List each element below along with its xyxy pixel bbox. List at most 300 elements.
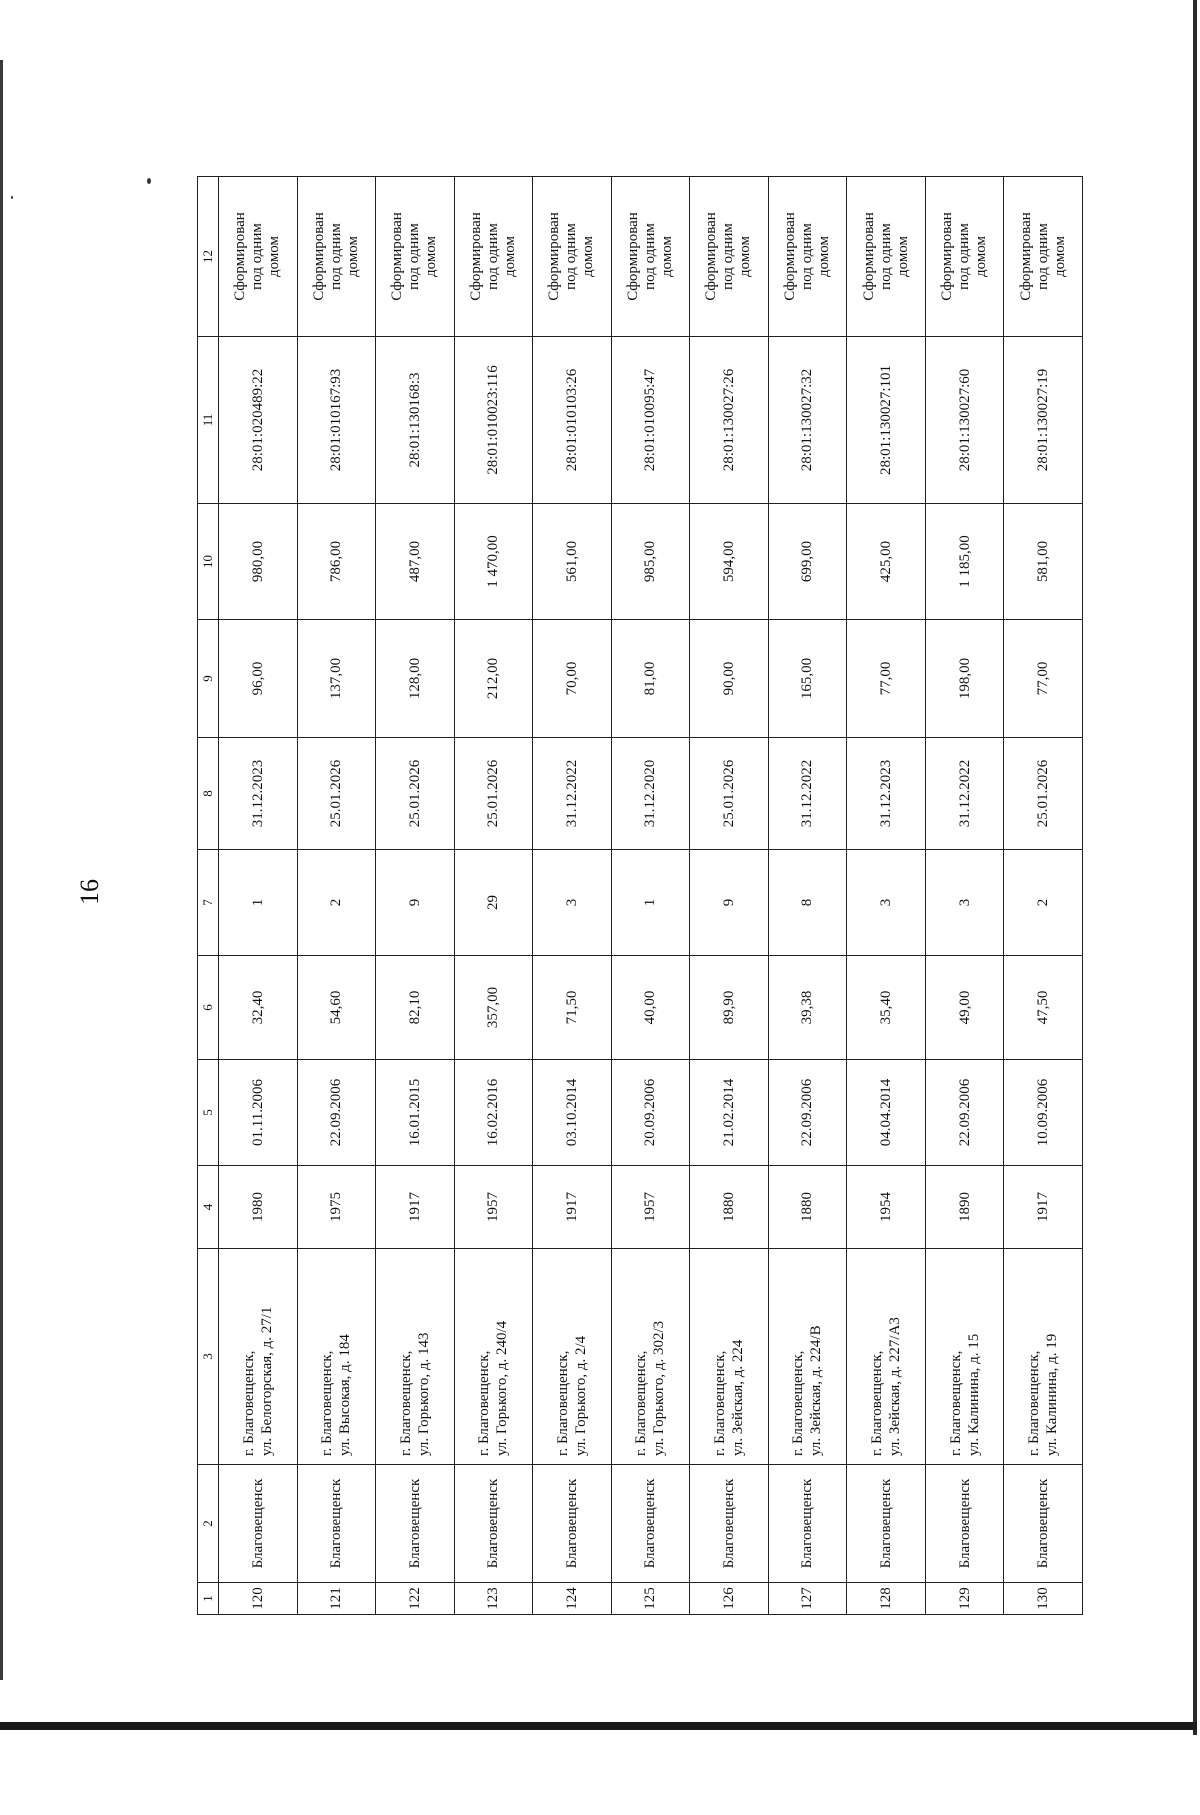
cell-area-2-text: 128,00: [406, 657, 423, 700]
cell-status-text: домом: [658, 235, 675, 278]
cell-cadastral-number: [925, 337, 1004, 504]
cell-date-text: 22.09.2006: [956, 1078, 973, 1147]
cell-area: [1004, 956, 1083, 1060]
cell-city-text: Благовещенск: [720, 1478, 737, 1569]
scan-edge-right: [1193, 0, 1197, 1735]
cell-cadastral-number: [297, 337, 376, 504]
cell-status: [219, 177, 298, 337]
cell-address-text: ул. Зейская, д. 224: [729, 1339, 746, 1456]
cell-city-text: Благовещенск: [799, 1478, 816, 1569]
cell-year: [376, 1166, 455, 1249]
cell-deadline: [690, 738, 769, 850]
cell-cadastral-number-text: 28:01:130027:19: [1035, 368, 1052, 472]
cell-date-text: 22.09.2006: [328, 1078, 345, 1147]
cell-city: [611, 1465, 690, 1583]
cell-area-3: [925, 504, 1004, 620]
cell-area: [847, 956, 926, 1060]
cell-deadline: [1004, 738, 1083, 850]
cell-status: [533, 177, 612, 337]
cell-area-3-text: 699,00: [799, 540, 816, 583]
cell-number: [1004, 1583, 1083, 1615]
cell-area: [297, 956, 376, 1060]
cell-address-text: г. Благовещенск,: [711, 1350, 728, 1456]
table-row: [1004, 177, 1083, 1615]
cell-year-text: 1954: [878, 1192, 895, 1222]
cell-area: [376, 956, 455, 1060]
cell-address-text: г. Благовещенск,: [869, 1350, 886, 1456]
cell-status-text: под одним: [877, 223, 894, 290]
cell-area-3: [768, 504, 847, 620]
cell-area: [533, 956, 612, 1060]
cell-status: [690, 177, 769, 337]
cell-count: [1004, 850, 1083, 956]
cell-address: [768, 1249, 847, 1465]
cell-area-3: [376, 504, 455, 620]
cell-date-text: 03.10.2014: [563, 1078, 580, 1147]
cell-area: [611, 956, 690, 1060]
cell-area-3-text: 594,00: [720, 540, 737, 583]
cell-area-text: 357,00: [485, 986, 502, 1029]
table-row: [376, 177, 455, 1615]
cell-date: [297, 1060, 376, 1166]
cell-status: [925, 177, 1004, 337]
cell-area-2: [533, 620, 612, 738]
cell-year: [925, 1166, 1004, 1249]
cell-area: [925, 956, 1004, 1060]
table-row: [454, 177, 533, 1615]
cell-status-text: домом: [580, 235, 597, 278]
cell-date: [219, 1060, 298, 1166]
cell-status-text: под одним: [406, 223, 423, 290]
cell-status-text: домом: [501, 235, 518, 278]
cell-address-text: г. Благовещенск,: [1026, 1350, 1043, 1456]
column-header: 9: [198, 620, 219, 738]
cell-status: [847, 177, 926, 337]
column-header: 3: [198, 1249, 219, 1465]
cell-area-text: 32,40: [249, 990, 266, 1025]
cell-area-2-text: 70,00: [563, 661, 580, 696]
column-header: 8: [198, 738, 219, 850]
cell-status-text: под одним: [327, 223, 344, 290]
table-row: [847, 177, 926, 1615]
cell-date: [533, 1060, 612, 1166]
cell-year-text: 1890: [956, 1192, 973, 1222]
cell-status-text: домом: [423, 235, 440, 278]
cell-status-text: Сформирован: [860, 212, 877, 301]
cell-address-text: ул. Калинина, д. 19: [1044, 1333, 1061, 1456]
cell-address-text: ул. Горького, д. 2/4: [572, 1335, 589, 1456]
cell-area-2-text: 81,00: [642, 661, 659, 696]
cell-area-2-text: 90,00: [720, 661, 737, 696]
cell-year: [611, 1166, 690, 1249]
column-header: 12: [198, 177, 219, 337]
column-header: 5: [198, 1060, 219, 1166]
cell-count-text: 9: [720, 898, 737, 907]
cell-number: [376, 1583, 455, 1615]
cell-cadastral-number-text: 28:01:130027:32: [799, 368, 816, 472]
cell-city-text: Благовещенск: [1035, 1478, 1052, 1569]
registry-table-rotated: [197, 177, 1083, 1615]
cell-date: [454, 1060, 533, 1166]
cell-status-text: домом: [815, 235, 832, 278]
cell-number: [768, 1583, 847, 1615]
cell-cadastral-number-text: 28:01:130027:101: [878, 365, 895, 476]
cell-date: [768, 1060, 847, 1166]
cell-count-text: 8: [799, 898, 816, 907]
cell-area-text: 71,50: [563, 990, 580, 1025]
scan-speck: [147, 178, 151, 184]
cell-area-2: [611, 620, 690, 738]
cell-cadastral-number-text: 28:01:130027:60: [956, 368, 973, 472]
cell-number: [454, 1583, 533, 1615]
cell-number-text: 123: [485, 1587, 502, 1610]
cell-area-3: [533, 504, 612, 620]
cell-status-text: домом: [344, 235, 361, 278]
cell-date-text: 16.01.2015: [406, 1078, 423, 1147]
cell-area-2-text: 165,00: [799, 657, 816, 700]
cell-count-text: 3: [878, 898, 895, 907]
cell-number: [847, 1583, 926, 1615]
cell-count: [533, 850, 612, 956]
cell-cadastral-number-text: 28:01:020489:22: [249, 368, 266, 472]
cell-deadline: [925, 738, 1004, 850]
cell-area: [768, 956, 847, 1060]
cell-city: [1004, 1465, 1083, 1583]
cell-year-text: 1880: [720, 1192, 737, 1222]
cell-year: [297, 1166, 376, 1249]
cell-status-text: домом: [973, 235, 990, 278]
cell-year: [1004, 1166, 1083, 1249]
cell-city-text: Благовещенск: [878, 1478, 895, 1569]
cell-area-3-text: 980,00: [249, 540, 266, 583]
cell-area-3-text: 425,00: [878, 540, 895, 583]
cell-status-text: домом: [894, 235, 911, 278]
cell-year: [219, 1166, 298, 1249]
cell-address-text: ул. Горького, д. 240/4: [494, 1320, 511, 1456]
registry-table: [197, 176, 1083, 1615]
cell-count-text: 29: [485, 895, 502, 910]
cell-area-3: [1004, 504, 1083, 620]
cell-status-text: Сформирован: [781, 212, 798, 301]
cell-area-2-text: 212,00: [485, 657, 502, 700]
cell-date: [690, 1060, 769, 1166]
cell-area: [690, 956, 769, 1060]
cell-count-text: 2: [328, 898, 345, 907]
cell-city-text: Благовещенск: [563, 1478, 580, 1569]
column-header: 6: [198, 956, 219, 1060]
cell-deadline-text: 25.01.2026: [720, 759, 737, 828]
cell-status: [1004, 177, 1083, 337]
cell-area-3: [611, 504, 690, 620]
cell-status: [611, 177, 690, 337]
cell-number-text: 130: [1035, 1587, 1052, 1610]
cell-deadline-text: 31.12.2022: [956, 759, 973, 828]
cell-year-text: 1917: [1035, 1192, 1052, 1222]
cell-area-3-text: 985,00: [642, 540, 659, 583]
cell-year: [847, 1166, 926, 1249]
cell-area-2: [297, 620, 376, 738]
cell-status: [454, 177, 533, 337]
cell-status-text: Сформирован: [389, 212, 406, 301]
cell-address: [297, 1249, 376, 1465]
cell-area: [454, 956, 533, 1060]
cell-number-text: 128: [878, 1587, 895, 1610]
cell-city: [297, 1465, 376, 1583]
cell-area-2: [925, 620, 1004, 738]
cell-date: [376, 1060, 455, 1166]
cell-cadastral-number: [533, 337, 612, 504]
cell-deadline-text: 25.01.2026: [328, 759, 345, 828]
cell-deadline: [533, 738, 612, 850]
cell-city: [376, 1465, 455, 1583]
cell-address-text: г. Благовещенск,: [319, 1350, 336, 1456]
cell-cadastral-number-text: 28:01:010095:47: [642, 368, 659, 472]
cell-status-text: под одним: [484, 223, 501, 290]
column-header: 2: [198, 1465, 219, 1583]
cell-cadastral-number: [454, 337, 533, 504]
cell-city-text: Благовещенск: [406, 1478, 423, 1569]
cell-date-text: 16.02.2016: [485, 1078, 502, 1147]
cell-deadline-text: 31.12.2023: [249, 759, 266, 828]
cell-city-text: Благовещенск: [485, 1478, 502, 1569]
cell-deadline: [219, 738, 298, 850]
table-body: [219, 177, 1083, 1615]
cell-year: [690, 1166, 769, 1249]
cell-address-text: ул. Горького, д. 143: [415, 1332, 432, 1456]
cell-area: [219, 956, 298, 1060]
cell-count: [768, 850, 847, 956]
cell-area-3-text: 786,00: [328, 540, 345, 583]
cell-status-text: под одним: [720, 223, 737, 290]
cell-deadline-text: 31.12.2020: [642, 759, 659, 828]
cell-area-2: [454, 620, 533, 738]
cell-count: [847, 850, 926, 956]
cell-address: [925, 1249, 1004, 1465]
cell-status-text: под одним: [798, 223, 815, 290]
table-row: [219, 177, 298, 1615]
cell-area-3: [690, 504, 769, 620]
cell-area-2-text: 137,00: [328, 657, 345, 700]
cell-address-text: г. Благовещенск,: [947, 1350, 964, 1456]
cell-deadline-text: 31.12.2022: [563, 759, 580, 828]
cell-area-2: [690, 620, 769, 738]
table-row: [690, 177, 769, 1615]
cell-city: [690, 1465, 769, 1583]
cell-area-2-text: 198,00: [956, 657, 973, 700]
cell-status-text: домом: [737, 235, 754, 278]
cell-number-text: 129: [956, 1587, 973, 1610]
cell-area-text: 39,38: [799, 990, 816, 1025]
cell-number: [925, 1583, 1004, 1615]
table-row: [611, 177, 690, 1615]
cell-count: [690, 850, 769, 956]
cell-status-text: Сформирован: [939, 212, 956, 301]
scan-edge-bottom: [0, 1722, 1197, 1730]
cell-deadline-text: 25.01.2026: [1035, 759, 1052, 828]
cell-date-text: 21.02.2014: [720, 1078, 737, 1147]
cell-deadline-text: 31.12.2022: [799, 759, 816, 828]
cell-address-text: г. Благовещенск,: [633, 1350, 650, 1456]
cell-status-text: под одним: [641, 223, 658, 290]
cell-count-text: 9: [406, 898, 423, 907]
cell-status-text: Сформирован: [232, 212, 249, 301]
cell-number-text: 124: [563, 1587, 580, 1610]
cell-date: [1004, 1060, 1083, 1166]
cell-cadastral-number: [611, 337, 690, 504]
cell-address: [690, 1249, 769, 1465]
cell-address: [611, 1249, 690, 1465]
cell-count-text: 3: [956, 898, 973, 907]
table-row: [768, 177, 847, 1615]
cell-count-text: 3: [563, 898, 580, 907]
cell-address-text: г. Благовещенск,: [790, 1350, 807, 1456]
cell-address: [847, 1249, 926, 1465]
cell-date-text: 10.09.2006: [1035, 1078, 1052, 1147]
cell-count: [454, 850, 533, 956]
cell-address: [376, 1249, 455, 1465]
cell-address: [454, 1249, 533, 1465]
cell-status-text: под одним: [1034, 223, 1051, 290]
cell-city: [533, 1465, 612, 1583]
cell-count-text: 1: [642, 898, 659, 907]
cell-city-text: Благовещенск: [328, 1478, 345, 1569]
cell-cadastral-number: [1004, 337, 1083, 504]
cell-count: [611, 850, 690, 956]
cell-number: [219, 1583, 298, 1615]
cell-date: [925, 1060, 1004, 1166]
header-row: [198, 177, 219, 1615]
cell-cadastral-number-text: 28:01:130168:3: [406, 372, 423, 468]
cell-area-text: 40,00: [642, 990, 659, 1025]
cell-area-2: [847, 620, 926, 738]
cell-address-text: г. Благовещенск,: [397, 1350, 414, 1456]
cell-address: [219, 1249, 298, 1465]
cell-cadastral-number-text: 28:01:010167:93: [328, 368, 345, 472]
cell-cadastral-number-text: 28:01:130027:26: [720, 368, 737, 472]
cell-date-text: 22.09.2006: [799, 1078, 816, 1147]
cell-cadastral-number-text: 28:01:010023:116: [485, 365, 502, 475]
cell-address-text: ул. Зейская, д. 224/В: [808, 1325, 825, 1456]
cell-status-text: Сформирован: [1017, 212, 1034, 301]
cell-cadastral-number: [219, 337, 298, 504]
cell-number-text: 126: [720, 1587, 737, 1610]
cell-date: [611, 1060, 690, 1166]
cell-area-3-text: 1 470,00: [485, 535, 502, 588]
cell-year: [768, 1166, 847, 1249]
cell-status-text: Сформирован: [310, 212, 327, 301]
cell-area-2: [376, 620, 455, 738]
cell-area-text: 89,90: [720, 990, 737, 1025]
cell-deadline-text: 31.12.2023: [878, 759, 895, 828]
cell-number-text: 120: [249, 1587, 266, 1610]
cell-cadastral-number: [847, 337, 926, 504]
cell-status-text: Сформирован: [467, 212, 484, 301]
cell-city-text: Благовещенск: [956, 1478, 973, 1569]
cell-status-text: домом: [1051, 235, 1068, 278]
cell-area-text: 82,10: [406, 990, 423, 1025]
cell-number: [690, 1583, 769, 1615]
cell-count: [297, 850, 376, 956]
cell-area-text: 47,50: [1035, 990, 1052, 1025]
column-header: 10: [198, 504, 219, 620]
cell-year: [533, 1166, 612, 1249]
cell-year-text: 1880: [799, 1192, 816, 1222]
cell-deadline: [297, 738, 376, 850]
cell-cadastral-number: [376, 337, 455, 504]
cell-address-text: ул. Зейская, д. 227/А3: [887, 1317, 904, 1456]
cell-status-text: Сформирован: [703, 212, 720, 301]
cell-status: [297, 177, 376, 337]
cell-cadastral-number-text: 28:01:010103:26: [563, 368, 580, 472]
cell-date: [847, 1060, 926, 1166]
cell-status-text: под одним: [956, 223, 973, 290]
cell-cadastral-number: [690, 337, 769, 504]
cell-status-text: под одним: [563, 223, 580, 290]
cell-deadline-text: 25.01.2026: [485, 759, 502, 828]
cell-deadline: [376, 738, 455, 850]
cell-year-text: 1980: [249, 1192, 266, 1222]
cell-number: [533, 1583, 612, 1615]
cell-cadastral-number: [768, 337, 847, 504]
cell-count: [376, 850, 455, 956]
cell-area-3: [847, 504, 926, 620]
cell-area-2-text: 77,00: [878, 661, 895, 696]
cell-number: [297, 1583, 376, 1615]
cell-deadline: [611, 738, 690, 850]
cell-area-3-text: 581,00: [1035, 540, 1052, 583]
cell-city: [847, 1465, 926, 1583]
scan-speck: [11, 196, 13, 199]
cell-address-text: ул. Белогорская, д. 27/1: [258, 1306, 275, 1456]
cell-number: [611, 1583, 690, 1615]
cell-city-text: Благовещенск: [249, 1478, 266, 1569]
cell-address: [1004, 1249, 1083, 1465]
cell-address-text: г. Благовещенск,: [554, 1350, 571, 1456]
cell-address-text: ул. Высокая, д. 184: [337, 1334, 354, 1456]
cell-count-text: 1: [249, 898, 266, 907]
table-row: [297, 177, 376, 1615]
cell-address-text: г. Благовещенск,: [240, 1350, 257, 1456]
page-number: 16: [75, 879, 104, 905]
cell-area-2: [219, 620, 298, 738]
cell-address-text: г. Благовещенск,: [476, 1350, 493, 1456]
cell-deadline: [847, 738, 926, 850]
cell-area-3: [297, 504, 376, 620]
cell-date-text: 20.09.2006: [642, 1078, 659, 1147]
cell-date-text: 04.04.2014: [878, 1078, 895, 1147]
cell-address: [533, 1249, 612, 1465]
cell-city: [925, 1465, 1004, 1583]
cell-area-text: 35,40: [878, 990, 895, 1025]
cell-area-text: 49,00: [956, 990, 973, 1025]
cell-deadline: [454, 738, 533, 850]
column-header: 4: [198, 1166, 219, 1249]
cell-status-text: Сформирован: [624, 212, 641, 301]
cell-count-text: 2: [1035, 898, 1052, 907]
cell-area-3-text: 1 185,00: [956, 535, 973, 588]
cell-year-text: 1917: [406, 1192, 423, 1222]
cell-area-3-text: 561,00: [563, 540, 580, 583]
cell-area-2: [768, 620, 847, 738]
cell-deadline: [768, 738, 847, 850]
cell-number-text: 125: [642, 1587, 659, 1610]
column-header: 11: [198, 337, 219, 504]
column-header: 7: [198, 850, 219, 956]
scan-edge-left: [0, 60, 3, 1680]
cell-address-text: ул. Калинина, д. 15: [965, 1333, 982, 1456]
cell-year-text: 1917: [563, 1192, 580, 1222]
cell-area-3-text: 487,00: [406, 540, 423, 583]
